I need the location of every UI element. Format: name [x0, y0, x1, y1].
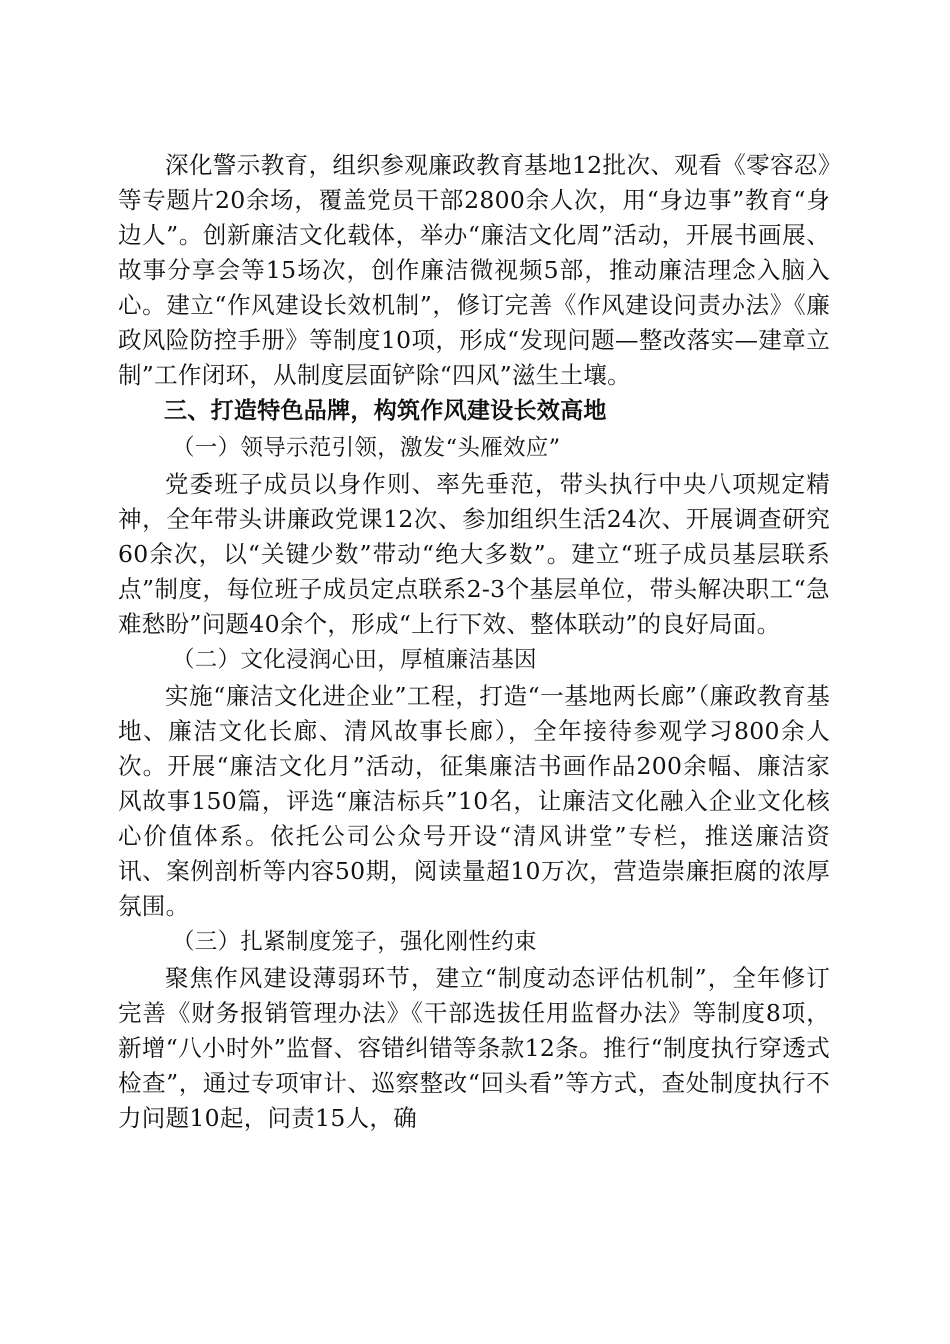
- document-body: [118, 148, 830, 1136]
- subheading-system: （三）扎紧制度笼子，强化刚性约束: [172, 929, 537, 955]
- section-heading-3: 三、打造特色品牌，构筑作风建设长效高地: [164, 398, 607, 424]
- subheading-culture: （二）文化浸润心田，厚植廉洁基因: [172, 647, 537, 673]
- subheading-leadership: （一）领导示范引领，激发“头雁效应”: [172, 435, 561, 461]
- paragraph-system: 聚焦作风建设薄弱环节，建立“制度动态评估机制”，全年修订完善《财务报销管理办法》《干部选拔任用监督办法》等制度8项，新增“八小时外”监督、容错纠错等条款12条。推行“制度执行穿透式检查”，通过专项审计、巡察整改“回头看”等方式，查处制度执行不力问题10起，问责15人，确: [118, 964, 830, 1132]
- paragraph-culture: 实施“廉洁文化进企业”工程，打造“一基地两长廊”（廉政教育基地、廉洁文化长廊、清风故事长廊），全年接待参观学习800余人次。开展“廉洁文化月”活动，征集廉洁书画作品200余幅、廉洁家风故事150篇，评选“廉洁标兵”10名，让廉洁文化融入企业文化核心价值体系。依托公司公众号开设“清风讲堂”专栏，推送廉洁资讯、案例剖析等内容50期，阅读量超10万次，营造崇廉拒腐的浓厚氛围。: [118, 682, 830, 920]
- paragraph-warning-education: 深化警示教育，组织参观廉政教育基地12批次、观看《零容忍》等专题片20余场，覆盖党员干部2800余人次，用“身边事”教育“身边人”。创新廉洁文化载体，举办“廉洁文化周”活动，开展书画展、故事分享会等15场次，创作廉洁微视频5部，推动廉洁理念入脑入心。建立“作风建设长效机制”，修订完善《作风建设问责办法》《廉政风险防控手册》等制度10项，形成“发现问题—整改落实—建章立制”工作闭环，从制度层面铲除“四风”滋生土壤。: [118, 151, 830, 389]
- paragraph-leadership: 党委班子成员以身作则、率先垂范，带头执行中央八项规定精神，全年带头讲廉政党课12次、参加组织生活24次、开展调查研究60余次，以“关键少数”带动“绝大多数”。建立“班子成员基层联系点”制度，每位班子成员定点联系2-3个基层单位，带头解决职工“急难愁盼”问题40余个，形成“上行下效、整体联动”的良好局面。: [118, 470, 830, 638]
